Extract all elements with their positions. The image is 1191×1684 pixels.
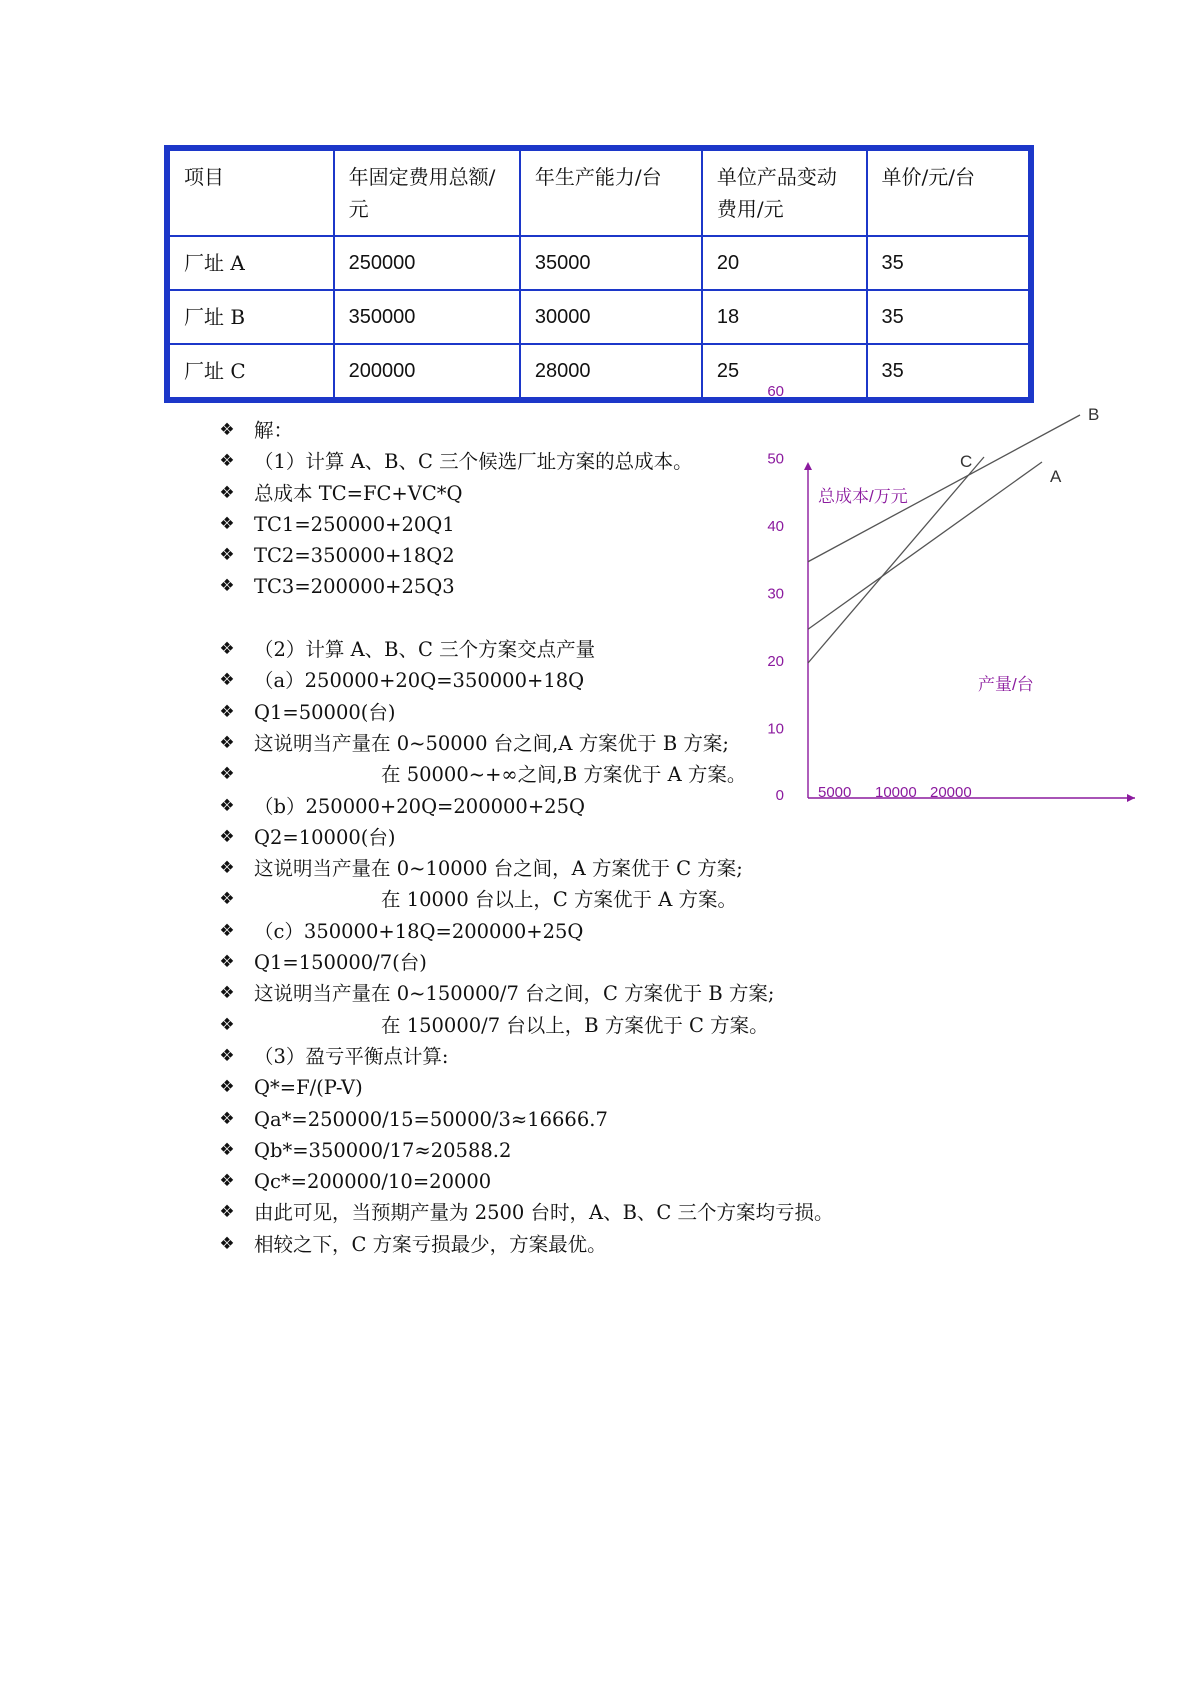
diamond-bullet-icon: ❖ — [219, 1108, 235, 1129]
list-item-text: 由此可见，当预期产量为 2500 台时，A、B、C 三个方案均亏损。 — [254, 1201, 834, 1225]
list-item-text: 这说明当产量在 0~10000 台之间，A 方案优于 C 方案; — [254, 857, 743, 881]
table-header-cell: 单位产品变动费用/元 — [702, 150, 867, 236]
list-item — [216, 1010, 916, 1041]
table-cell: 35 — [867, 290, 1030, 344]
y-axis-arrow-icon — [804, 462, 812, 470]
list-item — [216, 884, 916, 915]
y-axis-label: 总成本/万元 — [818, 487, 908, 506]
diamond-bullet-icon: ❖ — [219, 732, 235, 753]
diamond-bullet-icon: ❖ — [219, 1171, 235, 1192]
diamond-bullet-icon: ❖ — [219, 513, 235, 534]
table-cell: 35000 — [520, 236, 702, 290]
series-label: A — [1050, 467, 1062, 486]
x-tick-label: 20000 — [930, 784, 972, 801]
y-tick-label: 10 — [767, 720, 784, 738]
list-item — [216, 822, 916, 853]
list-item-text: Qc*=200000/10=20000 — [254, 1170, 492, 1194]
list-item-text: （a）250000+20Q=350000+18Q — [254, 669, 585, 693]
diamond-bullet-icon: ❖ — [219, 952, 235, 973]
x-axis-label: 产量/台 — [978, 675, 1034, 694]
table-cell: 厂址 C — [169, 344, 334, 398]
diamond-bullet-icon: ❖ — [219, 545, 235, 566]
series-label: C — [960, 452, 973, 471]
y-tick-label: 20 — [767, 653, 784, 670]
diamond-bullet-icon: ❖ — [219, 701, 235, 722]
table-cell: 25 — [702, 344, 867, 398]
diamond-bullet-icon: ❖ — [219, 1014, 235, 1035]
table-cell: 35 — [867, 236, 1030, 290]
series-label: B — [1088, 405, 1100, 424]
diamond-bullet-icon: ❖ — [219, 670, 235, 691]
diamond-bullet-icon: ❖ — [219, 639, 235, 660]
list-item-text: 这说明当产量在 0~50000 台之间,A 方案优于 B 方案; — [254, 731, 729, 755]
table-row — [169, 344, 1029, 398]
diamond-bullet-icon: ❖ — [219, 826, 235, 847]
list-item-text: Qb*=350000/17≈20588.2 — [254, 1138, 512, 1162]
table-cell: 35 — [867, 344, 1030, 398]
diamond-bullet-icon: ❖ — [219, 764, 235, 785]
list-item — [216, 1104, 916, 1135]
table-cell: 30000 — [520, 290, 702, 344]
list-item-text: 在 50000~+∞之间,B 方案优于 A 方案。 — [381, 763, 747, 787]
list-item-text: TC2=350000+18Q2 — [254, 544, 455, 568]
diamond-bullet-icon: ❖ — [219, 1233, 235, 1254]
table-cell: 250000 — [334, 236, 520, 290]
cost-chart — [760, 383, 1160, 820]
table-row — [169, 290, 1029, 344]
comparison-table — [164, 145, 1034, 403]
list-item — [216, 853, 916, 884]
table-cell: 18 — [702, 290, 867, 344]
list-item — [216, 947, 916, 978]
list-item-text: （1）计算 A、B、C 三个候选厂址方案的总成本。 — [254, 450, 693, 474]
diamond-bullet-icon: ❖ — [219, 1202, 235, 1223]
table-header-cell: 年生产能力/台 — [520, 150, 702, 236]
diamond-bullet-icon: ❖ — [219, 576, 235, 597]
table-header-row — [169, 150, 1029, 236]
list-item-text: 解： — [254, 419, 294, 442]
diamond-bullet-icon: ❖ — [219, 1139, 235, 1160]
y-tick-label: 30 — [767, 585, 784, 603]
list-item-text: 总成本 TC=FC+VC*Q — [254, 481, 463, 505]
list-item-text: （3）盈亏平衡点计算: — [254, 1044, 449, 1068]
list-item — [216, 1135, 916, 1166]
table-header-cell: 单价/元/台 — [867, 150, 1030, 236]
diamond-bullet-icon: ❖ — [219, 858, 235, 879]
list-item-text: Q1=150000/7(台) — [254, 951, 427, 975]
y-tick-label: 50 — [767, 450, 784, 468]
table-row — [169, 236, 1029, 290]
list-item-text: 相较之下，C 方案亏损最少，方案最优。 — [254, 1232, 607, 1256]
list-item-text: TC1=250000+20Q1 — [254, 512, 455, 536]
diamond-bullet-icon: ❖ — [219, 795, 235, 816]
list-item — [216, 1072, 916, 1103]
list-item — [216, 1041, 916, 1072]
y-tick-label: 40 — [767, 518, 784, 535]
table-cell: 20 — [702, 236, 867, 290]
y-tick-label: 0 — [775, 787, 784, 804]
list-item-text: TC3=200000+25Q3 — [254, 575, 455, 599]
list-item — [216, 1166, 916, 1197]
x-tick-label: 10000 — [875, 784, 917, 801]
list-item — [216, 1197, 916, 1228]
table-cell: 厂址 A — [169, 236, 334, 290]
x-axis-arrow-icon — [1127, 794, 1135, 802]
table-cell: 200000 — [334, 344, 520, 398]
table-header-cell: 年固定费用总额/元 — [334, 150, 520, 236]
diamond-bullet-icon: ❖ — [219, 420, 235, 440]
diamond-bullet-icon: ❖ — [219, 920, 235, 941]
table-cell: 厂址 B — [169, 290, 334, 344]
diamond-bullet-icon: ❖ — [219, 1045, 235, 1066]
list-item-text: 在 150000/7 台以上，B 方案优于 C 方案。 — [381, 1013, 769, 1037]
list-item-text: （b）250000+20Q=200000+25Q — [254, 794, 585, 818]
diamond-bullet-icon: ❖ — [219, 1077, 235, 1098]
diamond-bullet-icon: ❖ — [219, 889, 235, 910]
cost-chart-svg — [760, 383, 1160, 820]
list-item — [216, 1229, 916, 1260]
diamond-bullet-icon: ❖ — [219, 983, 235, 1004]
diamond-bullet-icon: ❖ — [219, 482, 235, 503]
x-tick-label: 5000 — [818, 784, 852, 801]
list-item — [216, 978, 916, 1009]
list-item-text: Q2=10000(台) — [254, 825, 396, 849]
list-item — [216, 916, 916, 947]
diamond-bullet-icon: ❖ — [219, 451, 235, 472]
y-tick-label: 60 — [767, 383, 784, 400]
table-cell: 28000 — [520, 344, 702, 398]
list-item-text: （c）350000+18Q=200000+25Q — [254, 919, 584, 943]
list-item-text: Q1=50000(台) — [254, 700, 396, 724]
list-item-text: 在 10000 台以上，C 方案优于 A 方案。 — [381, 888, 738, 912]
table-cell: 350000 — [334, 290, 520, 344]
list-item-text: Q*=F/(P-V) — [254, 1076, 363, 1100]
table-header-cell: 项目 — [169, 150, 334, 236]
list-item-text: Qa*=250000/15=50000/3≈16666.7 — [254, 1107, 608, 1131]
list-item-text: （2）计算 A、B、C 三个方案交点产量 — [254, 638, 596, 662]
list-item-text: 这说明当产量在 0~150000/7 台之间，C 方案优于 B 方案; — [254, 982, 775, 1006]
